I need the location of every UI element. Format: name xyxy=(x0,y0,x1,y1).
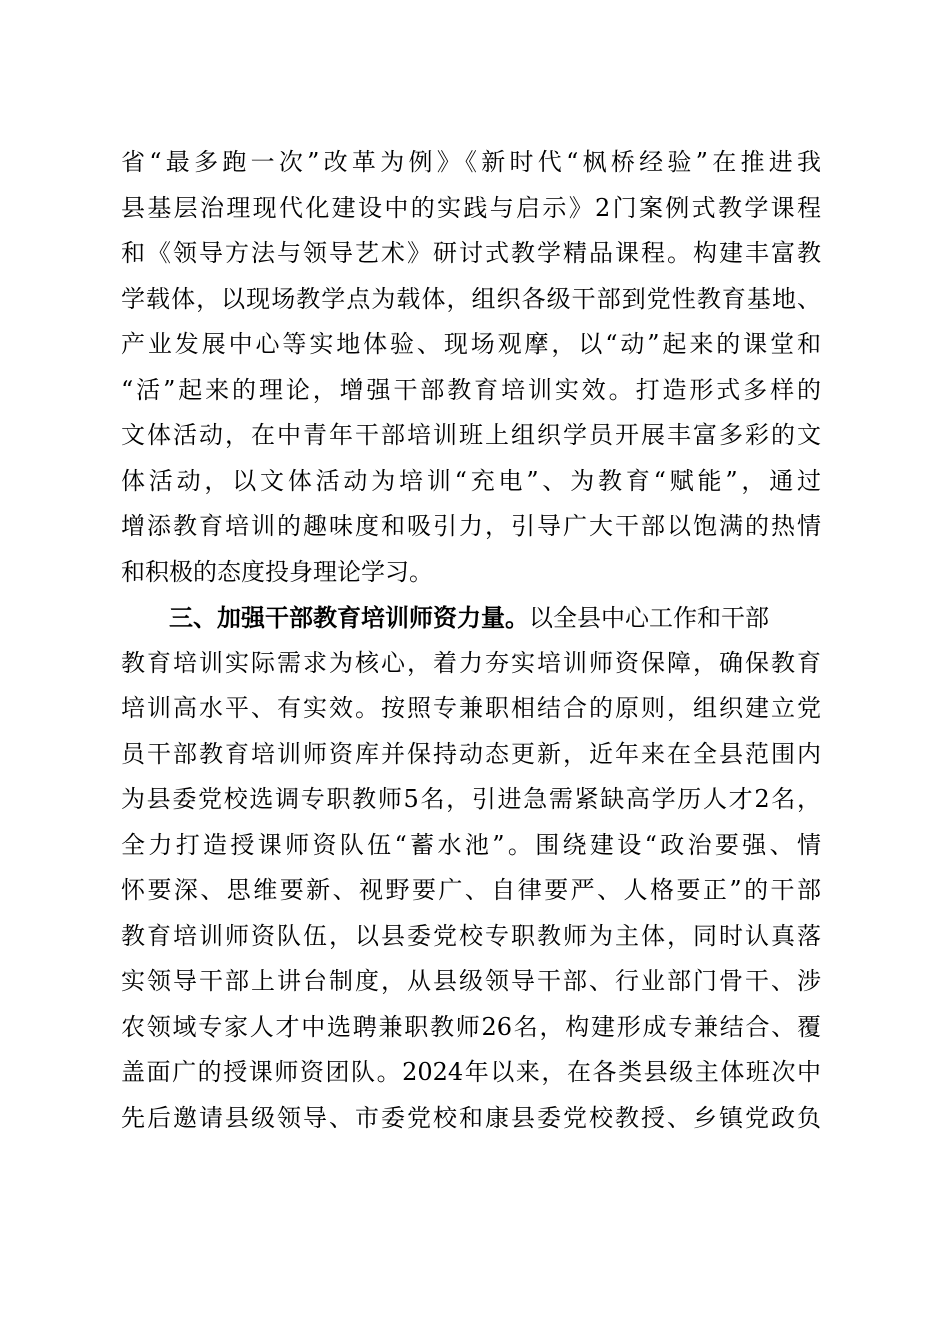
text-line: 教育培训师资队伍，以县委党校专职教师为主体，同时认真落 xyxy=(121,921,821,950)
section-heading: 三、加强干部教育培训师资力量。 xyxy=(169,603,529,632)
text-line: 怀要深、思维要新、视野要广、自律要严、人格要正”的干部 xyxy=(121,876,821,904)
text-line: 培训高水平、有实效。按照专兼职相结合的原则，组织建立党 xyxy=(121,694,821,722)
body-text xyxy=(121,140,821,1141)
text-line: 和积极的态度投身理论学习。 xyxy=(121,557,433,586)
text-line: 教育培训实际需求为核心，着力夯实培训师资保障，确保教育 xyxy=(121,648,821,677)
text-line: 先后邀请县级领导、市委党校和康县委党校教授、乡镇党政负 xyxy=(121,1103,821,1132)
section-heading-line xyxy=(121,595,821,641)
text-line: 员干部教育培训师资库并保持动态更新，近年来在全县范围内 xyxy=(121,739,821,768)
text-line: 实领导干部上讲台制度，从县级领导干部、行业部门骨干、涉 xyxy=(121,967,821,995)
text-line: 省“最多跑一次”改革为例》《新时代“枫桥经验”在推进我 xyxy=(121,148,821,176)
text-line: 文体活动，在中青年干部培训班上组织学员开展丰富多彩的文 xyxy=(121,421,821,449)
text-line: 农领域专家人才中选聘兼职教师26名，构建形成专兼结合、覆 xyxy=(121,1012,821,1041)
section-heading-rest: 以全县中心工作和干部 xyxy=(529,604,769,632)
text-line: 县基层治理现代化建设中的实践与启示》2门案例式教学课程 xyxy=(121,193,821,222)
text-line: 盖面广的授课师资团队。2024年以来，在各类县级主体班次中 xyxy=(121,1058,821,1086)
text-line: 学载体，以现场教学点为载体，组织各级干部到党性教育基地、 xyxy=(121,284,821,313)
text-line: 产业发展中心等实地体验、现场观摩，以“动”起来的课堂和 xyxy=(121,330,821,358)
text-line: 体活动，以文体活动为培训“充电”、为教育“赋能”，通过 xyxy=(121,466,821,495)
text-line: “活”起来的理论，增强干部教育培训实效。打造形式多样的 xyxy=(121,375,821,404)
text-line: 和《领导方法与领导艺术》研讨式教学精品课程。构建丰富教 xyxy=(121,239,821,267)
text-line: 增添教育培训的趣味度和吸引力，引导广大干部以饱满的热情 xyxy=(121,512,821,540)
text-line: 全力打造授课师资队伍“蓄水池”。围绕建设“政治要强、情 xyxy=(121,830,821,859)
text-line: 为县委党校选调专职教师5名，引进急需紧缺高学历人才2名， xyxy=(121,785,821,813)
